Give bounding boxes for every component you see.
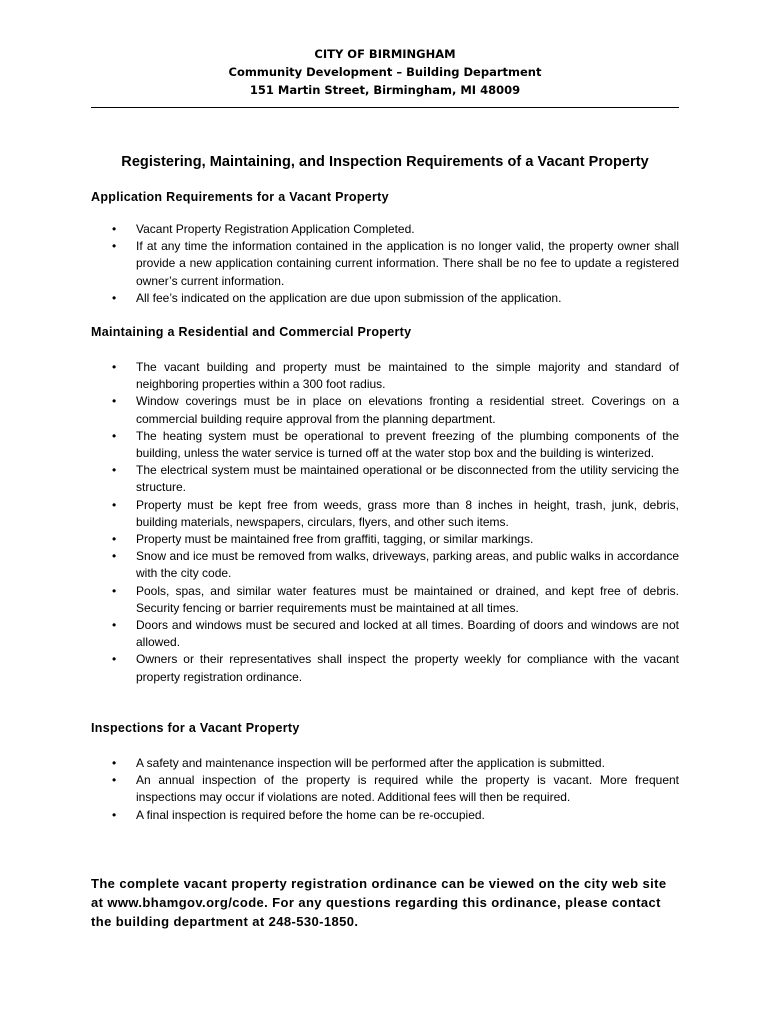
maintaining-heading: Maintaining a Residential and Commercial Property [91,325,412,339]
list-item: • Vacant Property Registration Application Completed. [91,221,679,238]
bullet-icon: • [112,532,117,547]
list-item: • The vacant building and property must be maintained to the simple majority and standard of neighboring properties within a 300 foot radius. [112,360,679,392]
bullet-icon: • [112,360,117,374]
list-item: • Owners or their representatives shall inspect the property weekly for compliance with the vacant property registration ordinance. [112,652,679,684]
department-name: Community Development – Building Department [228,65,542,79]
list-item: • Doors and windows must be secured and locked at all times. Boarding of doors and windows are not allowed. [112,618,679,650]
list-item: • A safety and maintenance inspection will be performed after the application is submitted. [91,755,679,772]
bullet-icon: • [112,618,117,633]
bullet-icon: • [112,652,117,667]
bullet-icon: • [112,394,117,409]
list-item: • The electrical system must be maintained operational or be disconnected from the utility servicing the structure. [112,463,679,495]
letterhead [91,45,679,99]
list-item: • Property must be maintained free from graffiti, tagging, or similar markings. [91,531,679,548]
bullet-icon: • [112,497,117,512]
application-heading: Application Requirements for a Vacant Property [91,190,389,204]
bullet-icon: • [112,463,117,478]
document-title: Registering, Maintaining, and Inspection Requirements of a Vacant Property [121,154,649,170]
bullet-icon: • [112,239,117,254]
header-divider [91,107,679,108]
maintaining-list [91,359,679,686]
list-item: • Window coverings must be in place on elevations fronting a residential street. Coverings on a commercial building require approval from the planning department. [112,394,679,426]
list-item: • Snow and ice must be removed from walks, driveways, parking areas, and public walks in accordance with the city code. [112,549,679,581]
list-item: • The heating system must be operational to prevent freezing of the plumbing components of the building, unless the water service is turned off at the water stop box and the building is winterized. [112,428,679,461]
bullet-icon: • [112,290,117,305]
inspections-heading: Inspections for a Vacant Property [91,721,300,735]
inspections-section [91,719,679,824]
bullet-icon: • [112,428,117,443]
application-list [91,221,679,307]
bullet-icon: • [112,222,117,236]
bullet-icon: • [112,583,117,598]
bullet-icon: • [112,756,117,770]
bullet-icon: • [112,549,117,564]
city-name: CITY OF BIRMINGHAM [314,47,456,61]
inspections-list [91,755,679,824]
department-address: 151 Martin Street, Birmingham, MI 48009 [249,83,521,97]
bullet-icon: • [112,807,117,822]
application-section [91,188,679,307]
list-item: • Property must be kept free from weeds, grass more than 8 inches in height, trash, junk, debris, building materials, newspapers, circulars, flyers, and other such items. [112,497,679,529]
ordinance-contact-note: The complete vacant property registration ordinance can be viewed on the city web site at www.bhamgov.org/code. For any questions regarding this ordinance, please contact the building department at 248-530-1850. [91,876,667,929]
list-item: • If at any time the information contained in the application is no longer valid, the property owner shall provide a new application containing current information. There shall be no fee to update a registered owner’s current information. [112,239,679,288]
bullet-icon: • [112,773,117,788]
list-item: • A final inspection is required before the home can be re-occupied. [91,807,679,824]
list-item: • Pools, spas, and similar water features must be maintained or drained, and kept free of debris. Security fencing or barrier requirements must be maintained at all times. [112,583,679,615]
maintaining-section [91,323,679,686]
list-item: • An annual inspection of the property is required while the property is vacant. More frequent inspections may occur if violations are noted. Additional fees will then be required. [112,773,679,805]
list-item: • All fee’s indicated on the application are due upon submission of the application. [91,290,679,307]
